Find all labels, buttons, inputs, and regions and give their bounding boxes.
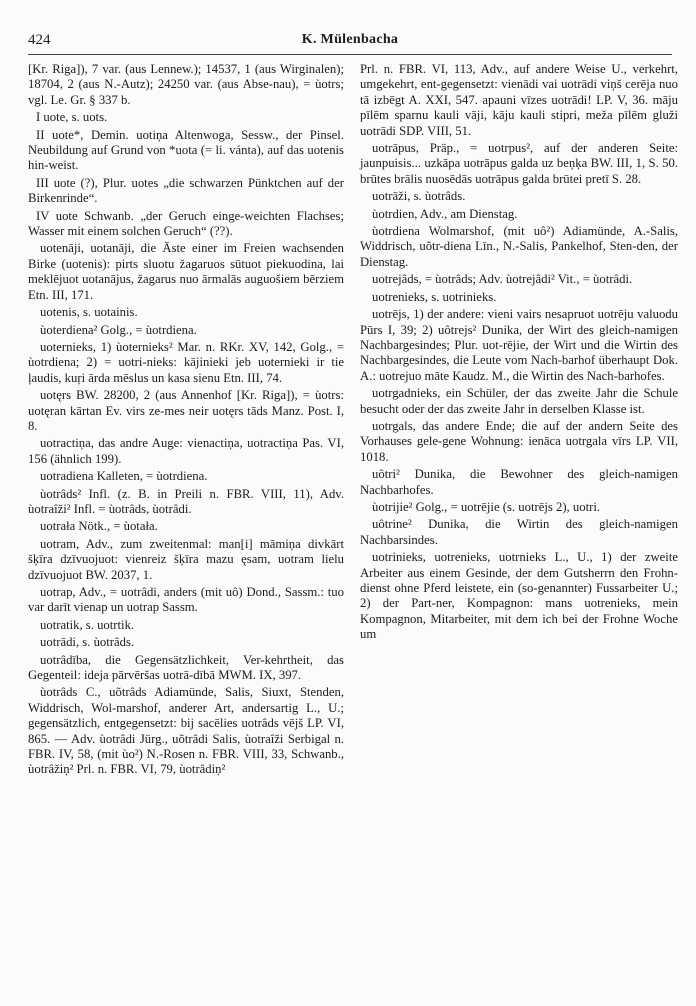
page-header	[28, 32, 672, 52]
dictionary-entry: Prl. n. FBR. VI, 113, Adv., auf andere Weise U., verkehrt, umgekehrt, ent-gegensetzt: vienādi vai uotrādi viņš cerēja nuo tā izbēgt A. XXI, 547. apauni vīzes uotrādi! LP. V, 36. māju pīlēm sparnu kauli vāji, kāju kauli stipri, meža pīlēm gluži uotrādi SDP. VIII, 51.	[360, 62, 678, 138]
dictionary-entry: uotrejâds, = ùotrâds; Adv. ùotrejâdi² Vit., = ùotrâdi.	[372, 272, 633, 287]
dictionary-entry: uotrâdība, die Gegensätzlichkeit, Ver-kehrtheit, das Gegenteil: ideja pārvēršas uotrā-dībā MWM. IX, 397.	[28, 652, 344, 683]
dictionary-entry: uotrap, Adv., = uotrâdi, anders (mit uô) Dond., Sassm.: tuo var darīt vienap un uotrap Sassm.	[28, 585, 344, 615]
dictionary-entry: uotractiņa, das andre Auge: vienactiņa, uotractiņa Pas. VI, 156 (ähnlich 199).	[28, 436, 344, 466]
dictionary-entry: II uote*, Demin. uotiņa Altenwoga, Sessw., der Pinsel. Neubildung auf Grund von *uota (= li. vánta), auf das uotenis hin-weist.	[28, 127, 344, 173]
dictionary-entry: uotratik, s. uotrtik.	[40, 617, 135, 632]
dictionary-entry: ùotrijie² Golg., = uotrējie (s. uotrējs 2), uotri.	[372, 499, 601, 514]
dictionary-entry: IV uote Schwanb. „der Geruch einge-weichten Flachses; Wasser mit einem solchen Geruch“ (??).	[28, 208, 344, 239]
dictionary-entry: uotenis, s. uotainis.	[40, 305, 138, 320]
dictionary-entry: uôtrine² Dunika, die Wirtin des gleich-namigen Nachbarsindes.	[360, 517, 678, 547]
running-head: K. Mülenbacha	[301, 32, 399, 47]
dictionary-entry: ùotrdien, Adv., am Dienstag.	[372, 206, 518, 221]
dictionary-entry: [Kr. Riga]), 7 var. (aus Lennew.); 14537, 1 (aus Wirginalen); 18704, 2 (aus N.-Autz); 24250 var. (aus Abse-nau), = ùotrs; vgl. Le. Gr. § 337 b.	[28, 62, 344, 107]
dictionary-entry: I uote, s. uots.	[36, 110, 108, 125]
dictionary-entry: uotrāpus, Präp., = uotrpus², auf der anderen Seite: jaunpuisis... uzkāpa uotrāpus galda uz beņķa BW. III, 1, S. 50. brūtes brālis nuosēdās uotrāpus galda brūtei pretī S. 28.	[360, 141, 678, 186]
dictionary-entry: uôtri² Dunika, die Bewohner des gleich-namigen Nachbarhofes.	[360, 467, 678, 497]
right-column	[360, 62, 678, 645]
dictionary-entry: uotrenieks, s. uotrinieks.	[372, 289, 497, 304]
dictionary-entry: uoternieks, 1) ùoternieks² Mar. n. RKr. XV, 142, Golg., = ùotrdiena; 2) = uotri-nieks: kājinieki jeb uoternieki ir tie ļaudis, kuŗi ārda mēslus un kasa sienu Etn. III, 74.	[28, 339, 344, 385]
dictionary-entry: uotrādi, s. ùotrâds.	[40, 635, 135, 650]
dictionary-entry: uotrgals, das andere Ende; die auf der andern Seite des Vorhauses gele-gene Wohnung: ienāca uotrgala vīrs LP. VII, 1018.	[360, 418, 678, 464]
header-rule	[28, 54, 672, 55]
dictionary-entry: ùotrâds² Infl. (z. B. in Preili n. FBR. VIII, 11), Adv. ùotraîži² Infl. = ùotrâds, ùotrâdi.	[28, 486, 344, 516]
dictionary-entry: uotradiena Kalleten, = ùotrdiena.	[40, 469, 208, 484]
dictionary-entry: uotrinieks, uotrenieks, uotrnieks L., U., 1) der zweite Arbeiter aus einem Gesinde, der dem Gutsherrn den Frohn-dienst ohne Pferd leistete, ein (so-genannter) Fussarbeiter U.; 2) der Part-ner, Kompagnon: mans uotrenieks, mein Kompagnon, Mitarbeiter, mit dem ich bei der Frohne Woche um	[360, 550, 678, 642]
dictionary-entry: ùotrdiena Wolmarshof, (mit uô²) Adiamünde, A.-Salis, Widdrisch, uõtr-diena Līn., N.-Salis, Pankelhof, Sten-den, der Dienstag.	[360, 224, 678, 269]
dictionary-entry: uotenāji, uotanāji, die Äste einer im Freien wachsenden Birke (uotenis): pirts sluotu žagaruos sūtuot piekuodina, lai meklējuot uotanājus, žagarus nuo ārmalās auguošiem bērziem Etn. III, 171.	[28, 241, 344, 302]
dictionary-entry: uotram, Adv., zum zweitenmal: man[i] māmiņa divkārt šķīra dzīvuojuot: vienreiz šķīra mazu ęsam, uotram lielu dzīvuojuot BW. 2037, 1.	[28, 536, 344, 582]
dictionary-entry: ùotrâds C., uõtrâds Adiamünde, Salis, Siuxt, Stenden, Widdrisch, Wol-marshof, anderer Art, andersartig L., U.; gegensätzlich, entgegensetzt: bij sacēlies uotrâds vējš LP. VI, 865. — Adv. ùotrâdi Jürg., uõtrâdi Salis, ùotraîži Serbigal n. FBR. IV, 58, (mit ùo²) N.-Rosen n. FBR. VIII, 33, Schwanb., ùotrâžiņ² Prl. n. FBR. VI, 79, ùotrâdiņ²	[28, 685, 344, 777]
dictionary-entry: uotrāži, s. ùotrâds.	[372, 189, 466, 204]
dictionary-entry: uotrgadnieks, ein Schüler, der das zweite Jahr die Schule besucht oder der das zweite Jahr in derselben Klasse ist.	[360, 386, 678, 416]
left-column	[28, 62, 344, 780]
dictionary-entry: uotrała Nötk., = ùotała.	[40, 519, 158, 534]
page-number: 424	[28, 32, 51, 48]
dictionary-entry: uotęrs BW. 28200, 2 (aus Annenhof [Kr. Riga]), = ùotrs: uotęran kārtan Ev. virs ze-mes neir uotęrs tāds Manz. Post. I, 8.	[28, 388, 344, 433]
dictionary-entry: ùoterdiena² Golg., = ùotrdiena.	[40, 322, 197, 337]
dictionary-entry: uotrējs, 1) der andere: vieni vairs nesapruot uotrēju valuodu Pūrs I, 39; 2) uôtrejs² Dunika, der Wirt des gleich-namigen Nachbargesindes; Plur. uot-rējie, der Wirt und die Wirtin des Nachbargesindes, die Leute vom Nach-barhof überhaupt Dok. A.: uotrejuo māte Kaudz. M., die Wirtin des Nach-barhofes.	[360, 307, 678, 383]
dictionary-entry: III uote (?), Plur. uotes „die schwarzen Pünktchen auf der Birkenrinde“.	[28, 175, 344, 206]
